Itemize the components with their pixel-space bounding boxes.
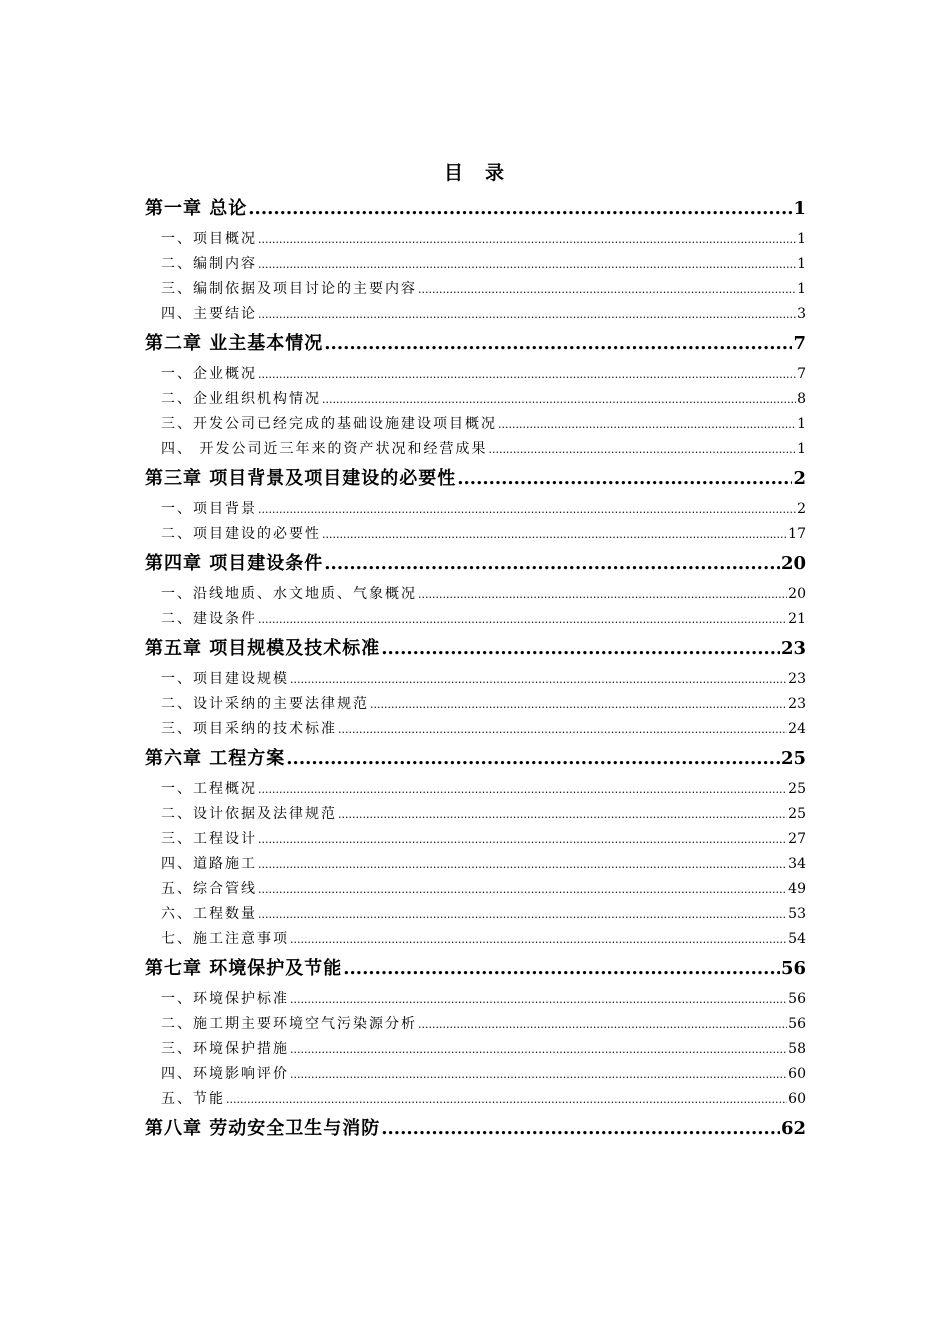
toc-title [0, 158, 950, 185]
toc-section-entry[interactable] [145, 828, 806, 853]
chapter-title: 第一章 总论 [145, 198, 248, 219]
dot-leader [258, 883, 787, 896]
section-page-number: 60 [788, 1066, 806, 1082]
dot-leader [290, 1068, 787, 1081]
toc-chapter-entry[interactable] [145, 1114, 806, 1141]
section-title: 七、施工注意事项 [161, 931, 289, 947]
section-page-number: 17 [788, 526, 806, 542]
section-page-number: 1 [797, 441, 806, 457]
dot-leader [258, 258, 796, 271]
section-page-number: 25 [788, 781, 806, 797]
table-of-contents [145, 193, 806, 1148]
toc-section-entry[interactable] [145, 1088, 806, 1113]
dot-leader [290, 993, 787, 1006]
section-page-number: 56 [788, 991, 806, 1007]
dot-leader [258, 368, 796, 381]
dot-leader [258, 783, 787, 796]
toc-section-entry[interactable] [145, 718, 806, 743]
section-page-number: 20 [788, 586, 806, 602]
toc-section-entry[interactable] [145, 583, 806, 608]
dot-leader [343, 958, 780, 979]
section-page-number: 21 [788, 611, 806, 627]
section-page-number: 8 [797, 391, 806, 407]
section-title: 一、工程概况 [161, 781, 257, 797]
section-title: 五、节能 [161, 1091, 225, 1107]
section-page-number: 58 [788, 1041, 806, 1057]
dot-leader [338, 723, 787, 736]
section-title: 一、项目概况 [161, 231, 257, 247]
chapter-page-number: 62 [780, 1118, 806, 1139]
section-page-number: 23 [788, 671, 806, 687]
chapter-page-number: 23 [780, 638, 806, 659]
section-page-number: 2 [797, 501, 806, 517]
toc-section-entry[interactable] [145, 278, 806, 303]
dot-leader [488, 443, 796, 456]
section-page-number: 53 [788, 906, 806, 922]
toc-section-entry[interactable] [145, 608, 806, 633]
dot-leader [381, 1118, 780, 1139]
chapter-title: 第五章 项目规模及技术标准 [145, 638, 381, 659]
toc-section-entry[interactable] [145, 413, 806, 438]
section-title: 六、工程数量 [161, 906, 257, 922]
toc-chapter-entry[interactable] [145, 329, 806, 356]
section-title: 二、设计采纳的主要法律规范 [161, 696, 369, 712]
toc-section-entry[interactable] [145, 778, 806, 803]
chapter-title: 第七章 环境保护及节能 [145, 958, 343, 979]
chapter-page-number: 56 [780, 958, 806, 979]
section-title: 三、项目采纳的技术标准 [161, 721, 337, 737]
dot-leader [498, 418, 796, 431]
section-page-number: 60 [788, 1091, 806, 1107]
toc-section-entry[interactable] [145, 228, 806, 253]
section-title: 三、工程设计 [161, 831, 257, 847]
toc-chapter-entry[interactable] [145, 744, 806, 771]
section-page-number: 24 [788, 721, 806, 737]
section-page-number: 27 [788, 831, 806, 847]
section-title: 一、项目背景 [161, 501, 257, 517]
dot-leader [258, 908, 787, 921]
section-page-number: 3 [797, 306, 806, 322]
dot-leader [370, 698, 787, 711]
dot-leader [286, 748, 780, 769]
section-page-number: 23 [788, 696, 806, 712]
toc-section-entry[interactable] [145, 438, 806, 463]
toc-title-left: 目 [443, 162, 465, 184]
toc-section-entry[interactable] [145, 803, 806, 828]
chapter-title: 第八章 劳动安全卫生与消防 [145, 1118, 381, 1139]
section-title: 三、开发公司已经完成的基础设施建设项目概况 [161, 416, 497, 432]
toc-section-entry[interactable] [145, 303, 806, 328]
toc-section-entry[interactable] [145, 1038, 806, 1063]
section-title: 二、施工期主要环境空气污染源分析 [161, 1016, 417, 1032]
dot-leader [290, 933, 787, 946]
chapter-page-number: 1 [793, 198, 806, 219]
section-title: 二、项目建设的必要性 [161, 526, 321, 542]
dot-leader [418, 1018, 787, 1031]
section-title: 四、 开发公司近三年来的资产状况和经营成果 [161, 441, 488, 457]
chapter-title: 第六章 工程方案 [145, 748, 286, 769]
toc-section-entry[interactable] [145, 253, 806, 278]
dot-leader [381, 638, 780, 659]
section-title: 一、企业概况 [161, 366, 257, 382]
section-title: 二、设计依据及法律规范 [161, 806, 337, 822]
section-title: 一、沿线地质、水文地质、气象概况 [161, 586, 417, 602]
toc-section-entry[interactable] [145, 903, 806, 928]
chapter-page-number: 7 [793, 333, 806, 354]
section-page-number: 1 [797, 416, 806, 432]
toc-section-entry[interactable] [145, 498, 806, 523]
toc-section-entry[interactable] [145, 388, 806, 413]
section-page-number: 1 [797, 281, 806, 297]
chapter-page-number: 2 [793, 468, 806, 489]
toc-chapter-entry[interactable] [145, 634, 806, 661]
toc-chapter-entry[interactable] [145, 954, 806, 981]
dot-leader [324, 553, 780, 574]
chapter-title: 第二章 业主基本情况 [145, 333, 324, 354]
section-title: 一、环境保护标准 [161, 991, 289, 1007]
toc-section-entry[interactable] [145, 878, 806, 903]
dot-leader [258, 308, 796, 321]
section-title: 一、项目建设规模 [161, 671, 289, 687]
toc-section-entry[interactable] [145, 853, 806, 878]
section-title: 三、编制依据及项目讨论的主要内容 [161, 281, 417, 297]
dot-leader [258, 613, 787, 626]
dot-leader [290, 1043, 787, 1056]
dot-leader [258, 833, 787, 846]
toc-section-entry[interactable] [145, 1013, 806, 1038]
section-title: 四、主要结论 [161, 306, 257, 322]
toc-chapter-entry[interactable] [145, 549, 806, 576]
toc-section-entry[interactable] [145, 928, 806, 953]
toc-section-entry[interactable] [145, 693, 806, 718]
toc-section-entry[interactable] [145, 363, 806, 388]
dot-leader [322, 528, 787, 541]
section-title: 二、建设条件 [161, 611, 257, 627]
dot-leader [290, 673, 787, 686]
dot-leader [324, 333, 792, 354]
dot-leader [322, 393, 796, 406]
section-page-number: 25 [788, 806, 806, 822]
section-title: 二、编制内容 [161, 256, 257, 272]
toc-section-entry[interactable] [145, 988, 806, 1013]
dot-leader [248, 198, 792, 219]
section-page-number: 1 [797, 256, 806, 272]
dot-leader [418, 588, 787, 601]
toc-title-right: 录 [485, 162, 507, 184]
section-page-number: 54 [788, 931, 806, 947]
section-title: 五、综合管线 [161, 881, 257, 897]
section-title: 三、环境保护措施 [161, 1041, 289, 1057]
toc-section-entry[interactable] [145, 523, 806, 548]
chapter-page-number: 20 [780, 553, 806, 574]
section-title: 四、环境影响评价 [161, 1066, 289, 1082]
toc-chapter-entry[interactable] [145, 194, 806, 221]
section-page-number: 34 [788, 856, 806, 872]
section-page-number: 49 [788, 881, 806, 897]
section-page-number: 1 [797, 231, 806, 247]
section-page-number: 56 [788, 1016, 806, 1032]
dot-leader [258, 503, 796, 516]
dot-leader [338, 808, 787, 821]
chapter-title: 第四章 项目建设条件 [145, 553, 324, 574]
dot-leader [226, 1093, 787, 1106]
toc-section-entry[interactable] [145, 668, 806, 693]
section-page-number: 7 [797, 366, 806, 382]
dot-leader [418, 283, 796, 296]
section-title: 四、道路施工 [161, 856, 257, 872]
dot-leader [457, 468, 792, 489]
section-title: 二、企业组织机构情况 [161, 391, 321, 407]
chapter-page-number: 25 [780, 748, 806, 769]
toc-chapter-entry[interactable] [145, 464, 806, 491]
chapter-title: 第三章 项目背景及项目建设的必要性 [145, 468, 457, 489]
dot-leader [258, 858, 787, 871]
dot-leader [258, 233, 796, 246]
toc-section-entry[interactable] [145, 1063, 806, 1088]
